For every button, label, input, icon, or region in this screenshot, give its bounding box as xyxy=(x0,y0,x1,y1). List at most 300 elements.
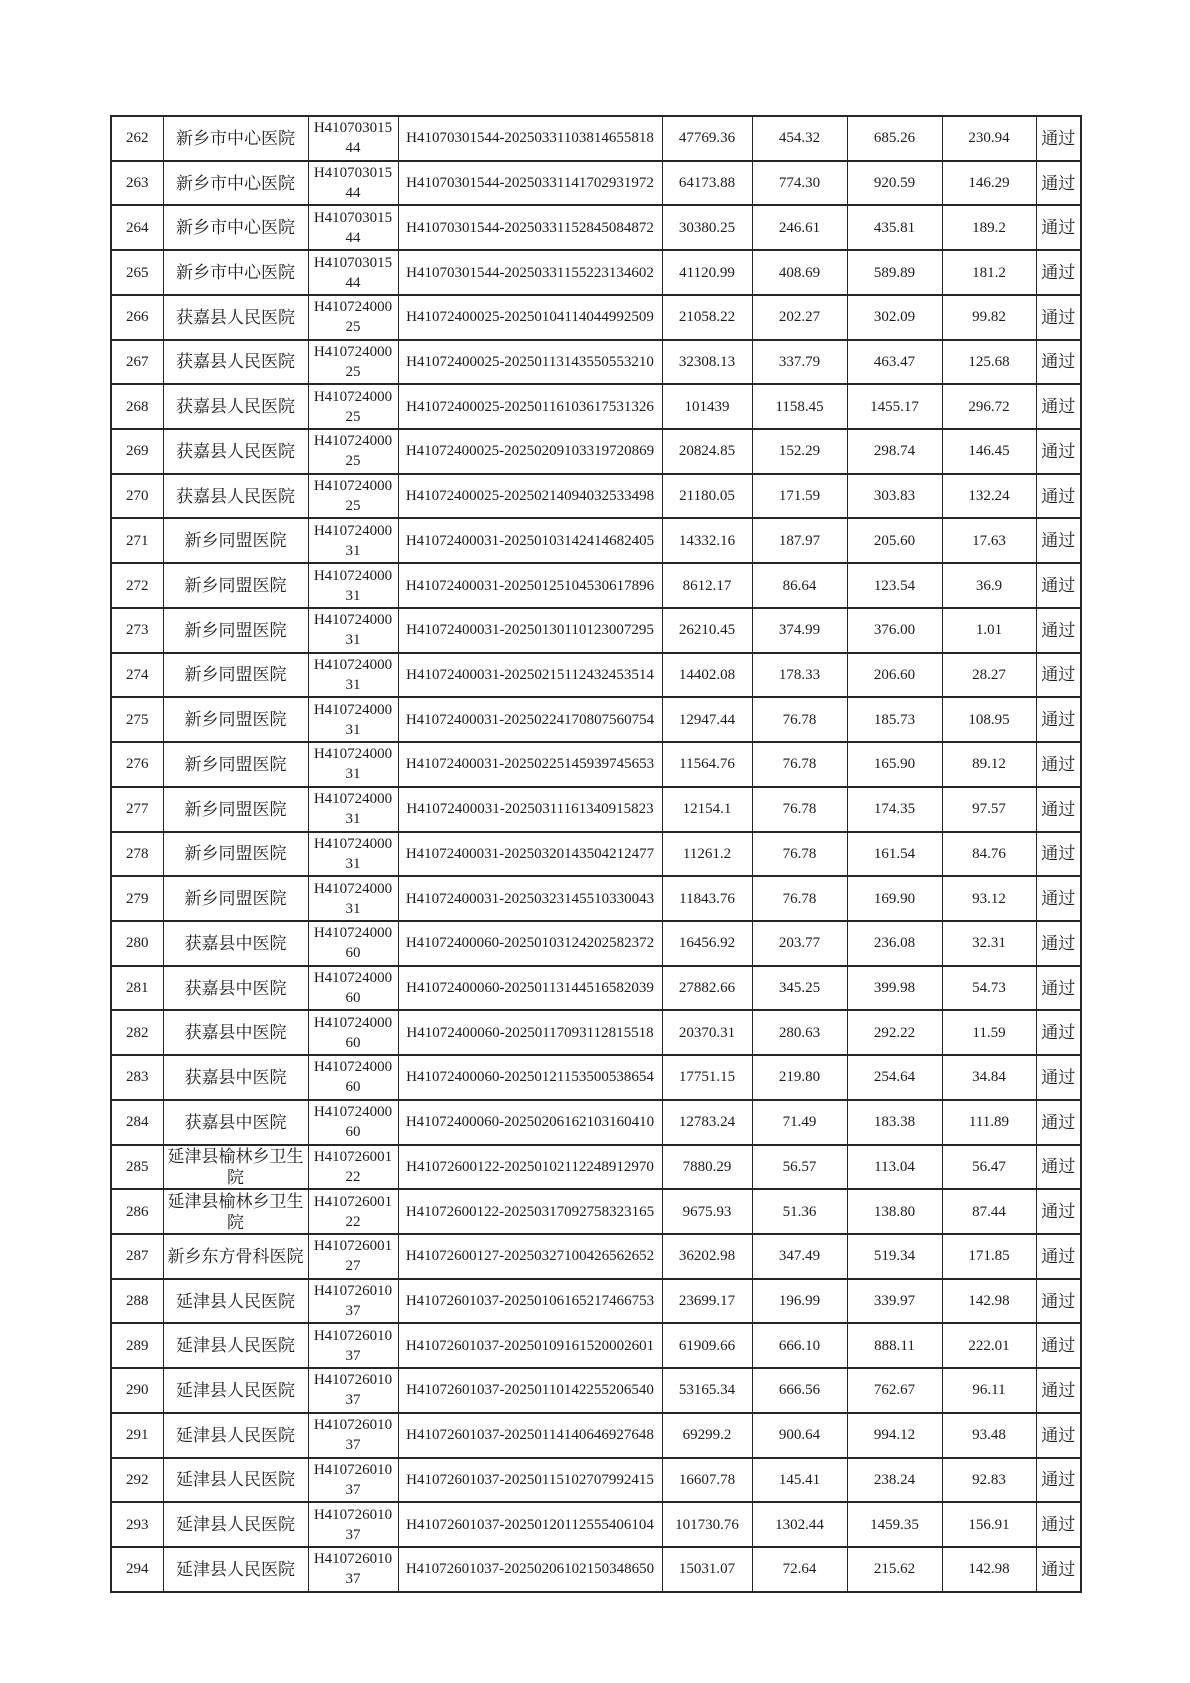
amount-value: 171.59 xyxy=(752,474,847,519)
amount-value: 152.29 xyxy=(752,429,847,474)
amount-value: 17.63 xyxy=(942,518,1036,563)
amount-value: 303.83 xyxy=(847,474,942,519)
amount-value: 16456.92 xyxy=(662,921,752,966)
hospital-name: 新乡市中心医院 xyxy=(163,205,308,250)
amount-value: 138.80 xyxy=(847,1189,942,1234)
settlement-id: H41070301544-20250331141702931972 xyxy=(398,161,662,206)
org-code xyxy=(308,116,398,161)
amount-value: 76.78 xyxy=(752,742,847,787)
row-number: 266 xyxy=(111,295,163,340)
amount-value: 96.11 xyxy=(942,1368,1036,1413)
hospital-name: 延津县人民医院 xyxy=(163,1368,308,1413)
amount-value: 76.78 xyxy=(752,787,847,832)
table-row xyxy=(111,1368,1081,1413)
table-row xyxy=(111,116,1081,161)
org-code-line: H410726010 xyxy=(313,1283,393,1300)
status-pass: 通过 xyxy=(1036,1323,1081,1368)
amount-value: 93.12 xyxy=(942,876,1036,921)
status-pass: 通过 xyxy=(1036,1145,1081,1190)
amount-value: 97.57 xyxy=(942,787,1036,832)
table-row xyxy=(111,1100,1081,1145)
org-code-line: 31 xyxy=(345,855,361,872)
amount-value: 41120.99 xyxy=(662,250,752,295)
settlement-id: H41072400031-20250130110123007295 xyxy=(398,608,662,653)
amount-value: 181.2 xyxy=(942,250,1036,295)
amount-value: 61909.66 xyxy=(662,1323,752,1368)
hospital-name: 新乡市中心医院 xyxy=(163,116,308,161)
amount-value: 435.81 xyxy=(847,205,942,250)
table-row xyxy=(111,787,1081,832)
amount-value: 292.22 xyxy=(847,1010,942,1055)
table-row xyxy=(111,876,1081,921)
org-code-line: 37 xyxy=(345,1481,361,1498)
amount-value: 11843.76 xyxy=(662,876,752,921)
org-code-line: 37 xyxy=(345,1526,361,1543)
org-code-line: 31 xyxy=(345,811,361,828)
row-number: 287 xyxy=(111,1234,163,1279)
amount-value: 21058.22 xyxy=(662,295,752,340)
table-row xyxy=(111,295,1081,340)
row-number: 277 xyxy=(111,787,163,832)
org-code-line: 25 xyxy=(345,453,361,470)
hospital-name: 获嘉县中医院 xyxy=(163,921,308,966)
settlement-id: H41072601037-20250120112555406104 xyxy=(398,1502,662,1547)
status-pass: 通过 xyxy=(1036,1413,1081,1458)
amount-value: 30380.25 xyxy=(662,205,752,250)
status-pass: 通过 xyxy=(1036,1100,1081,1145)
hospital-name: 新乡市中心医院 xyxy=(163,250,308,295)
settlement-id: H41070301544-20250331103814655818 xyxy=(398,116,662,161)
amount-value: 339.97 xyxy=(847,1279,942,1324)
org-code-line: 31 xyxy=(345,900,361,917)
amount-value: 76.78 xyxy=(752,697,847,742)
hospital-name: 获嘉县人民医院 xyxy=(163,384,308,429)
org-code-line: 25 xyxy=(345,498,361,515)
amount-value: 145.41 xyxy=(752,1458,847,1503)
row-number: 290 xyxy=(111,1368,163,1413)
table-row xyxy=(111,1189,1081,1234)
amount-value: 762.67 xyxy=(847,1368,942,1413)
org-code-line: H410724000 xyxy=(313,746,393,763)
status-pass: 通过 xyxy=(1036,1458,1081,1503)
row-number: 274 xyxy=(111,653,163,698)
amount-value: 171.85 xyxy=(942,1234,1036,1279)
status-pass: 通过 xyxy=(1036,697,1081,742)
org-code-line: H410726001 xyxy=(313,1238,393,1255)
hospital-name: 获嘉县人民医院 xyxy=(163,429,308,474)
org-code-line: 60 xyxy=(345,1079,361,1096)
table-row xyxy=(111,205,1081,250)
org-code-line: 37 xyxy=(345,1303,361,1320)
org-code-line: 37 xyxy=(345,1392,361,1409)
org-code xyxy=(308,1279,398,1324)
org-code-line: H410724000 xyxy=(313,656,393,673)
status-pass: 通过 xyxy=(1036,1547,1081,1592)
hospital-name: 新乡同盟医院 xyxy=(163,832,308,877)
org-code xyxy=(308,1413,398,1458)
org-code-line: H410703015 xyxy=(313,120,393,137)
hospital-settlement-table xyxy=(110,115,1082,1593)
org-code-line: H410724000 xyxy=(313,433,393,450)
org-code-line: 44 xyxy=(345,185,361,202)
amount-value: 215.62 xyxy=(847,1547,942,1592)
status-pass: 通过 xyxy=(1036,1189,1081,1234)
amount-value: 146.45 xyxy=(942,429,1036,474)
org-code-line: 31 xyxy=(345,542,361,559)
status-pass: 通过 xyxy=(1036,1010,1081,1055)
status-pass: 通过 xyxy=(1036,474,1081,519)
amount-value: 196.99 xyxy=(752,1279,847,1324)
org-code-line: H410724000 xyxy=(313,970,393,987)
table-row xyxy=(111,1055,1081,1100)
amount-value: 376.00 xyxy=(847,608,942,653)
status-pass: 通过 xyxy=(1036,384,1081,429)
hospital-name: 延津县榆林乡卫生院 xyxy=(163,1189,308,1234)
status-pass: 通过 xyxy=(1036,295,1081,340)
amount-value: 1455.17 xyxy=(847,384,942,429)
row-number: 286 xyxy=(111,1189,163,1234)
amount-value: 169.90 xyxy=(847,876,942,921)
settlement-id: H41072400031-20250103142414682405 xyxy=(398,518,662,563)
hospital-name: 获嘉县中医院 xyxy=(163,966,308,1011)
hospital-name: 获嘉县人民医院 xyxy=(163,474,308,519)
settlement-id: H41072400031-20250323145510330043 xyxy=(398,876,662,921)
settlement-id: H41070301544-20250331155223134602 xyxy=(398,250,662,295)
status-pass: 通过 xyxy=(1036,1279,1081,1324)
row-number: 279 xyxy=(111,876,163,921)
org-code xyxy=(308,1323,398,1368)
settlement-id: H41070301544-20250331152845084872 xyxy=(398,205,662,250)
org-code-line: 31 xyxy=(345,766,361,783)
amount-value: 76.78 xyxy=(752,832,847,877)
hospital-name: 延津县人民医院 xyxy=(163,1458,308,1503)
amount-value: 165.90 xyxy=(847,742,942,787)
amount-value: 219.80 xyxy=(752,1055,847,1100)
hospital-name: 新乡同盟医院 xyxy=(163,518,308,563)
status-pass: 通过 xyxy=(1036,161,1081,206)
settlement-id: H41072400025-20250113143550553210 xyxy=(398,340,662,385)
row-number: 284 xyxy=(111,1100,163,1145)
org-code-line: H410724000 xyxy=(313,701,393,718)
amount-value: 72.64 xyxy=(752,1547,847,1592)
amount-value: 589.89 xyxy=(847,250,942,295)
amount-value: 36.9 xyxy=(942,563,1036,608)
hospital-name: 延津县榆林乡卫生院 xyxy=(163,1145,308,1190)
org-code xyxy=(308,697,398,742)
org-code-line: 60 xyxy=(345,1124,361,1141)
row-number: 272 xyxy=(111,563,163,608)
amount-value: 187.97 xyxy=(752,518,847,563)
amount-value: 26210.45 xyxy=(662,608,752,653)
org-code xyxy=(308,742,398,787)
status-pass: 通过 xyxy=(1036,1368,1081,1413)
amount-value: 56.57 xyxy=(752,1145,847,1190)
settlement-id: H41072601037-20250109161520002601 xyxy=(398,1323,662,1368)
status-pass: 通过 xyxy=(1036,921,1081,966)
table-row xyxy=(111,518,1081,563)
row-number: 265 xyxy=(111,250,163,295)
amount-value: 203.77 xyxy=(752,921,847,966)
table-row xyxy=(111,742,1081,787)
org-code-line: 31 xyxy=(345,587,361,604)
settlement-id: H41072400031-20250311161340915823 xyxy=(398,787,662,832)
amount-value: 202.27 xyxy=(752,295,847,340)
amount-value: 7880.29 xyxy=(662,1145,752,1190)
amount-value: 666.10 xyxy=(752,1323,847,1368)
table-row xyxy=(111,340,1081,385)
hospital-name: 新乡同盟医院 xyxy=(163,563,308,608)
status-pass: 通过 xyxy=(1036,608,1081,653)
org-code-line: H410726010 xyxy=(313,1551,393,1568)
amount-value: 32.31 xyxy=(942,921,1036,966)
amount-value: 51.36 xyxy=(752,1189,847,1234)
row-number: 264 xyxy=(111,205,163,250)
org-code xyxy=(308,1547,398,1592)
row-number: 285 xyxy=(111,1145,163,1190)
row-number: 267 xyxy=(111,340,163,385)
amount-value: 71.49 xyxy=(752,1100,847,1145)
amount-value: 87.44 xyxy=(942,1189,1036,1234)
org-code-line: 60 xyxy=(345,990,361,1007)
row-number: 278 xyxy=(111,832,163,877)
amount-value: 347.49 xyxy=(752,1234,847,1279)
amount-value: 69299.2 xyxy=(662,1413,752,1458)
amount-value: 185.73 xyxy=(847,697,942,742)
settlement-id: H41072400025-20250214094032533498 xyxy=(398,474,662,519)
org-code xyxy=(308,1368,398,1413)
org-code-line: H410726010 xyxy=(313,1506,393,1523)
org-code xyxy=(308,1055,398,1100)
row-number: 292 xyxy=(111,1458,163,1503)
amount-value: 9675.93 xyxy=(662,1189,752,1234)
amount-value: 142.98 xyxy=(942,1547,1036,1592)
table-row xyxy=(111,250,1081,295)
amount-value: 86.64 xyxy=(752,563,847,608)
org-code xyxy=(308,608,398,653)
org-code-line: H410724000 xyxy=(313,478,393,495)
settlement-id: H41072400025-20250104114044992509 xyxy=(398,295,662,340)
amount-value: 20370.31 xyxy=(662,1010,752,1055)
amount-value: 246.61 xyxy=(752,205,847,250)
table-row xyxy=(111,161,1081,206)
status-pass: 通过 xyxy=(1036,1234,1081,1279)
amount-value: 206.60 xyxy=(847,653,942,698)
row-number: 293 xyxy=(111,1502,163,1547)
amount-value: 28.27 xyxy=(942,653,1036,698)
settlement-id: H41072400031-20250215112432453514 xyxy=(398,653,662,698)
amount-value: 399.98 xyxy=(847,966,942,1011)
amount-value: 101439 xyxy=(662,384,752,429)
org-code-line: H410726010 xyxy=(313,1461,393,1478)
org-code-line: H410703015 xyxy=(313,165,393,182)
settlement-id: H41072400031-20250125104530617896 xyxy=(398,563,662,608)
amount-value: 14402.08 xyxy=(662,653,752,698)
table-row xyxy=(111,1145,1081,1190)
status-pass: 通过 xyxy=(1036,429,1081,474)
amount-value: 774.30 xyxy=(752,161,847,206)
org-code-line: H410726001 xyxy=(313,1193,393,1210)
amount-value: 1302.44 xyxy=(752,1502,847,1547)
status-pass: 通过 xyxy=(1036,563,1081,608)
amount-value: 1158.45 xyxy=(752,384,847,429)
org-code-line: 44 xyxy=(345,229,361,246)
amount-value: 11261.2 xyxy=(662,832,752,877)
amount-value: 454.32 xyxy=(752,116,847,161)
settlement-id: H41072400025-20250209103319720869 xyxy=(398,429,662,474)
table-row xyxy=(111,1547,1081,1592)
org-code xyxy=(308,563,398,608)
amount-value: 183.38 xyxy=(847,1100,942,1145)
row-number: 280 xyxy=(111,921,163,966)
table-row xyxy=(111,1010,1081,1055)
amount-value: 21180.05 xyxy=(662,474,752,519)
org-code xyxy=(308,832,398,877)
amount-value: 8612.17 xyxy=(662,563,752,608)
amount-value: 17751.15 xyxy=(662,1055,752,1100)
settlement-id: H41072400060-20250121153500538654 xyxy=(398,1055,662,1100)
org-code-line: H410724000 xyxy=(313,791,393,808)
table-row xyxy=(111,697,1081,742)
org-code-line: H410724000 xyxy=(313,299,393,316)
org-code-line: H410703015 xyxy=(313,209,393,226)
amount-value: 519.34 xyxy=(847,1234,942,1279)
org-code-line: 25 xyxy=(345,408,361,425)
amount-value: 1.01 xyxy=(942,608,1036,653)
org-code-line: H410726010 xyxy=(313,1372,393,1389)
org-code xyxy=(308,384,398,429)
amount-value: 408.69 xyxy=(752,250,847,295)
row-number: 268 xyxy=(111,384,163,429)
amount-value: 1459.35 xyxy=(847,1502,942,1547)
org-code-line: 22 xyxy=(345,1168,361,1185)
amount-value: 56.47 xyxy=(942,1145,1036,1190)
amount-value: 20824.85 xyxy=(662,429,752,474)
settlement-id: H41072400060-20250103124202582372 xyxy=(398,921,662,966)
row-number: 294 xyxy=(111,1547,163,1592)
org-code xyxy=(308,876,398,921)
row-number: 291 xyxy=(111,1413,163,1458)
amount-value: 178.33 xyxy=(752,653,847,698)
org-code xyxy=(308,205,398,250)
settlement-id: H41072400060-20250113144516582039 xyxy=(398,966,662,1011)
org-code xyxy=(308,340,398,385)
hospital-name: 获嘉县中医院 xyxy=(163,1100,308,1145)
amount-value: 142.98 xyxy=(942,1279,1036,1324)
status-pass: 通过 xyxy=(1036,787,1081,832)
table-row xyxy=(111,384,1081,429)
org-code-line: 44 xyxy=(345,274,361,291)
amount-value: 12154.1 xyxy=(662,787,752,832)
hospital-name: 获嘉县中医院 xyxy=(163,1010,308,1055)
amount-value: 296.72 xyxy=(942,384,1036,429)
amount-value: 230.94 xyxy=(942,116,1036,161)
org-code-line: H410724000 xyxy=(313,522,393,539)
amount-value: 11564.76 xyxy=(662,742,752,787)
settlement-id: H41072600122-20250317092758323165 xyxy=(398,1189,662,1234)
row-number: 270 xyxy=(111,474,163,519)
amount-value: 14332.16 xyxy=(662,518,752,563)
table-row xyxy=(111,1234,1081,1279)
amount-value: 16607.78 xyxy=(662,1458,752,1503)
hospital-name: 新乡同盟医院 xyxy=(163,653,308,698)
amount-value: 666.56 xyxy=(752,1368,847,1413)
amount-value: 76.78 xyxy=(752,876,847,921)
org-code-line: H410726010 xyxy=(313,1327,393,1344)
settlement-id: H41072400060-20250206162103160410 xyxy=(398,1100,662,1145)
row-number: 262 xyxy=(111,116,163,161)
amount-value: 994.12 xyxy=(847,1413,942,1458)
amount-value: 32308.13 xyxy=(662,340,752,385)
amount-value: 463.47 xyxy=(847,340,942,385)
table-row xyxy=(111,1323,1081,1368)
row-number: 282 xyxy=(111,1010,163,1055)
amount-value: 920.59 xyxy=(847,161,942,206)
table-row xyxy=(111,1458,1081,1503)
org-code xyxy=(308,518,398,563)
org-code-line: 25 xyxy=(345,319,361,336)
amount-value: 123.54 xyxy=(847,563,942,608)
status-pass: 通过 xyxy=(1036,832,1081,877)
settlement-id: H41072601037-20250106165217466753 xyxy=(398,1279,662,1324)
amount-value: 685.26 xyxy=(847,116,942,161)
org-code-line: H410724000 xyxy=(313,612,393,629)
org-code-line: H410724000 xyxy=(313,835,393,852)
org-code xyxy=(308,474,398,519)
table-row xyxy=(111,563,1081,608)
amount-value: 92.83 xyxy=(942,1458,1036,1503)
org-code xyxy=(308,1502,398,1547)
amount-value: 236.08 xyxy=(847,921,942,966)
org-code-line: H410724000 xyxy=(313,567,393,584)
amount-value: 156.91 xyxy=(942,1502,1036,1547)
settlement-id: H41072400025-20250116103617531326 xyxy=(398,384,662,429)
org-code-line: 22 xyxy=(345,1213,361,1230)
hospital-name: 获嘉县中医院 xyxy=(163,1055,308,1100)
org-code xyxy=(308,1458,398,1503)
status-pass: 通过 xyxy=(1036,653,1081,698)
amount-value: 345.25 xyxy=(752,966,847,1011)
row-number: 271 xyxy=(111,518,163,563)
org-code xyxy=(308,1100,398,1145)
amount-value: 337.79 xyxy=(752,340,847,385)
org-code xyxy=(308,1010,398,1055)
table-row xyxy=(111,653,1081,698)
org-code-line: H410724000 xyxy=(313,388,393,405)
amount-value: 374.99 xyxy=(752,608,847,653)
org-code xyxy=(308,161,398,206)
row-number: 281 xyxy=(111,966,163,1011)
row-number: 269 xyxy=(111,429,163,474)
amount-value: 11.59 xyxy=(942,1010,1036,1055)
org-code xyxy=(308,787,398,832)
hospital-name: 延津县人民医院 xyxy=(163,1547,308,1592)
settlement-id: H41072600127-20250327100426562652 xyxy=(398,1234,662,1279)
amount-value: 298.74 xyxy=(847,429,942,474)
amount-value: 161.54 xyxy=(847,832,942,877)
amount-value: 89.12 xyxy=(942,742,1036,787)
status-pass: 通过 xyxy=(1036,742,1081,787)
status-pass: 通过 xyxy=(1036,1055,1081,1100)
org-code-line: H410724000 xyxy=(313,880,393,897)
amount-value: 280.63 xyxy=(752,1010,847,1055)
status-pass: 通过 xyxy=(1036,876,1081,921)
amount-value: 15031.07 xyxy=(662,1547,752,1592)
org-code xyxy=(308,250,398,295)
org-code xyxy=(308,1234,398,1279)
amount-value: 12783.24 xyxy=(662,1100,752,1145)
hospital-name: 延津县人民医院 xyxy=(163,1323,308,1368)
amount-value: 64173.88 xyxy=(662,161,752,206)
